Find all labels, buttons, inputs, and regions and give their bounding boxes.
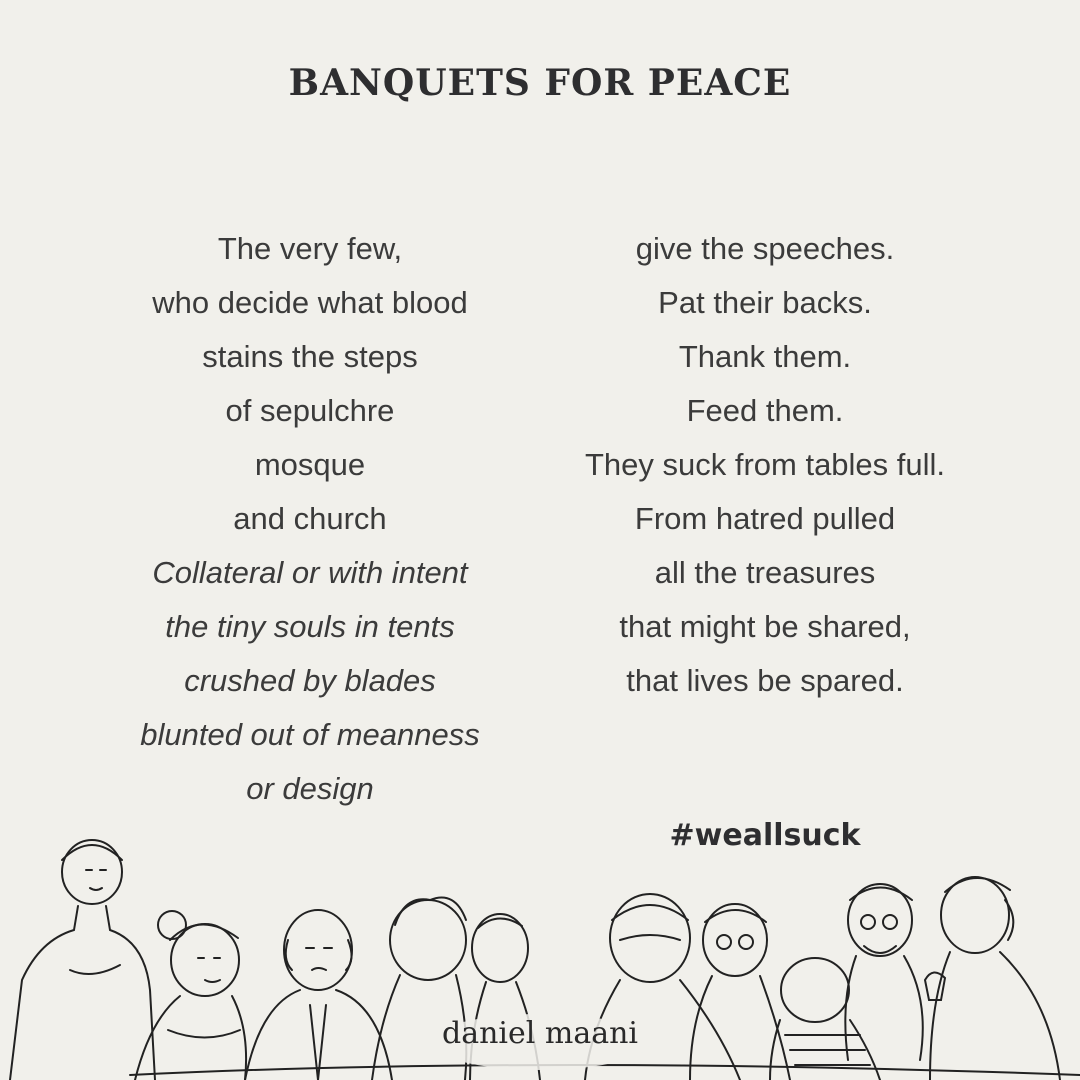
poem-line: Feed them. — [686, 393, 844, 428]
poem-line: that might be shared, — [619, 609, 911, 644]
poem-line-italic: blunted out of meanness — [140, 717, 480, 752]
poem-line: who decide what blood — [152, 285, 468, 320]
figure-standing-woman — [10, 840, 155, 1080]
hashtag: #weallsuck — [669, 818, 861, 853]
poem-left-column — [90, 222, 530, 816]
author-signature: daniel maani — [441, 1016, 639, 1051]
poem-line: Thank them. — [678, 339, 852, 374]
poem-right-column — [545, 222, 985, 708]
poem-line: and church — [233, 501, 387, 536]
figure-man-spectacles — [845, 884, 922, 1060]
poem-line: They suck from tables full. — [584, 447, 946, 482]
poem-title: BANQUETS FOR PEACE — [288, 62, 792, 104]
poem-line: The very few, — [217, 231, 403, 266]
poem-line: all the treasures — [654, 555, 876, 590]
figure-woman-bun — [135, 911, 246, 1080]
poem-line: give the speeches. — [635, 231, 895, 266]
figure-bald-man — [245, 910, 392, 1080]
poem-line-italic: Collateral or with intent — [152, 555, 468, 590]
poem-line: Pat their backs. — [658, 285, 872, 320]
poem-line: mosque — [254, 447, 366, 482]
poem-line-italic: or design — [246, 771, 374, 806]
figure-old-woman-glasses — [690, 904, 790, 1080]
poem-line-italic: crushed by blades — [184, 663, 436, 698]
poem-line-italic: the tiny souls in tents — [165, 609, 455, 644]
poem-line: of sepulchre — [225, 393, 395, 428]
poem-line: stains the steps — [202, 339, 418, 374]
figure-woman-drinking — [925, 877, 1060, 1080]
poem-line: From hatred pulled — [634, 501, 896, 536]
poem-line: that lives be spared. — [626, 663, 904, 698]
